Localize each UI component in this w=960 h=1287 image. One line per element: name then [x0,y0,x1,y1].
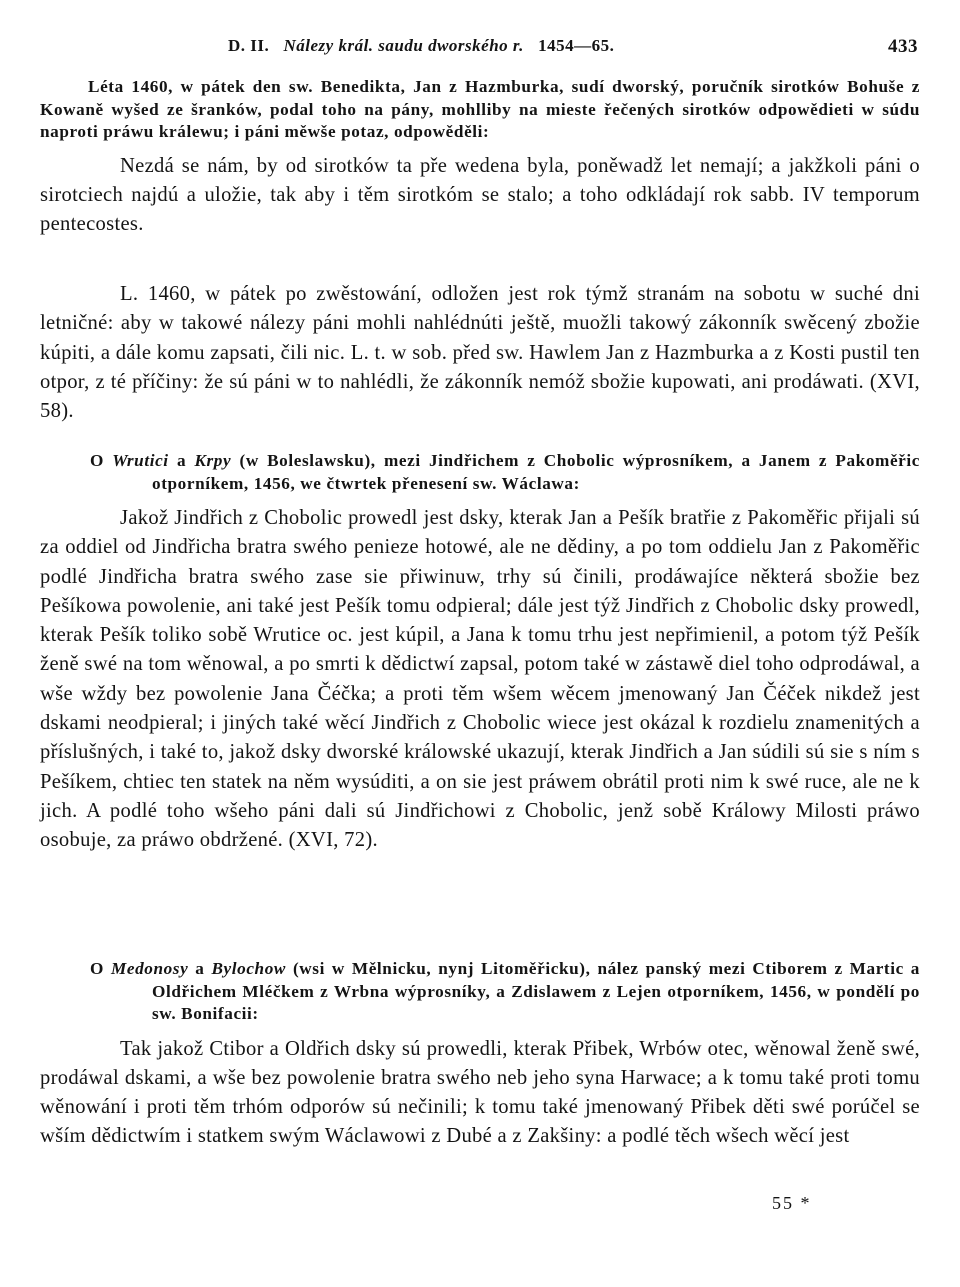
entry-body: L. 1460, w pátek po zwěstowání, odložen jest rok týmž stranám na sobotu w suché dni letničné: aby w takowé nálezy páni mohli nahlédnúti ještě, muožli takowý zákonník swěcený zbožie kúpiti, a dále komu zapsati, čili nic. L. t. w sob. před sw. Hawlem Jan z Hazmburka a z Kosti pustil ten otpor, z té příčiny: že sú páni w to nahlédli, že zákonník nemóž sbožie kupowati, ani prodáwati. (XVI, 58). [40,283,920,423]
entry-heading: Léta 1460, w pátek den sw. Benedikta, Jan z Hazmburka, sudí dworský, poručník sirotków Bohuše z Kowaně wyšed ze šranków, podal toho na pány, mohlliby na mieste řečených sirotków odpowědieti w súdu naproti práwu králewu; i páni měwše potaz, odpowěděli: [40,77,920,141]
entry-body: Jakož Jindřich z Chobolic prowedl jest dsky, kterak Jan a Pešík bratřie z Pakoměřic přijali sú za oddiel od Jindřicha bratra swého penieze hotowé, ale ne dědiny, a po tom oddielu Jan z Pakoměřic podlé Jindřicha bratra swého zase sie přiwinuw, trhy sú činili, prodáwajíce některá sbožie bez Pešíkowa powolenie, ani také jest Pešík tomu odpieral; dále jest týž Jindřich z Chobolic dsky prowedl, kterak Pešík toliko sobě Wrutice oc. jest kúpil, a Jana k tomu trhu jest nepřimienil, a potom týž Pešík ženě swé na tom wěnowal, a po smrti k dědictwí zapsal, potom také w zástawě diel toho odprodáwal, a wše wždy bez powolenie Jana Čéčka; a proti těm wšem wěcem jmenowaný Jan Čéček nikdež jest dskami neodpieral; i jiných také wěcí Jindřich z Chobolic wiece jest okázal k rozdielu znamenitých a příslušných, i také to, jakož dsky dworské králowské ukazují, kterak Jindřich a Jan súdili sú sie s ním s Pešíkem, chtiec ten statek na něm wysúditi, a on sie jest práwem obrátil proti nim k swé ruce, ale ne k jich. A podlé toho wšeho páni dali sú Jindřichowi z Chobolic, jenž sobě Králowy Milosti práwo osobuje, za práwo obdržené. (XVI, 72). [40,507,920,852]
place-name: Krpy [194,451,232,470]
section-label: D. II. [228,36,270,55]
place-name: Bylochow [211,959,286,978]
place-name: Wrutici [112,451,169,470]
entry-heading: O Medonosy a Bylochow (wsi w Mělnicku, nynj Litoměřicku), nález panský mezi Ctiborem z Martic a Oldřichem Mléčkem z Wrbna wýprosníky, a Zdislawem z Lejen otporníkem, 1456, w pondělí po sw. Bonifacii: [90,959,921,1023]
entry-heading: O Wrutici a Krpy (w Boleslawsku), mezi Jindřichem z Chobolic wýprosníkem, a Janem z Pakoměřic otporníkem, 1456, we čtwrtek přenesení sw. Wáclawa: [90,451,921,493]
document-page [40,32,921,1213]
entry-3 [40,450,920,856]
entry-2 [40,280,920,426]
running-header [40,32,920,62]
running-title [228,36,614,56]
year-range: 1454—65. [538,36,615,55]
entry-1 [40,76,920,239]
signature-mark: 55 * [772,1193,812,1213]
entry-body: Nezdá se nám, by od sirotków ta pře wedena byla, poněwadž let nemají; a jakžkoli páni o sirotciech najdú a uložie, tak aby i těm sirotkóm se stalo; a toho odkládají rok sabb. IV temporum pentecostes. [40,154,920,236]
entry-4 [40,958,920,1152]
entry-body: Tak jakož Ctibor a Oldřich dsky sú prowedli, kterak Přibek, Wrbów otec, wěnowal ženě swé, prodáwal dskami, a wše bez powolenie bratra swého neb jeho syna Harwace; a k tomu také proti tomu wěnowání i proti těm trhóm odporów sú nečinili; k tomu také jmenowaný Přibek děti swé porúčel se wším dědictwím i statkem swým Wáclawowi z Dubé a z Zakšiny: a podlé těch wšech wěcí jest [40,1037,920,1148]
place-name: Medonosy [110,959,189,978]
journal-title: Nálezy král. saudu dworského r. [283,36,524,55]
page-number: 433 [888,36,918,57]
